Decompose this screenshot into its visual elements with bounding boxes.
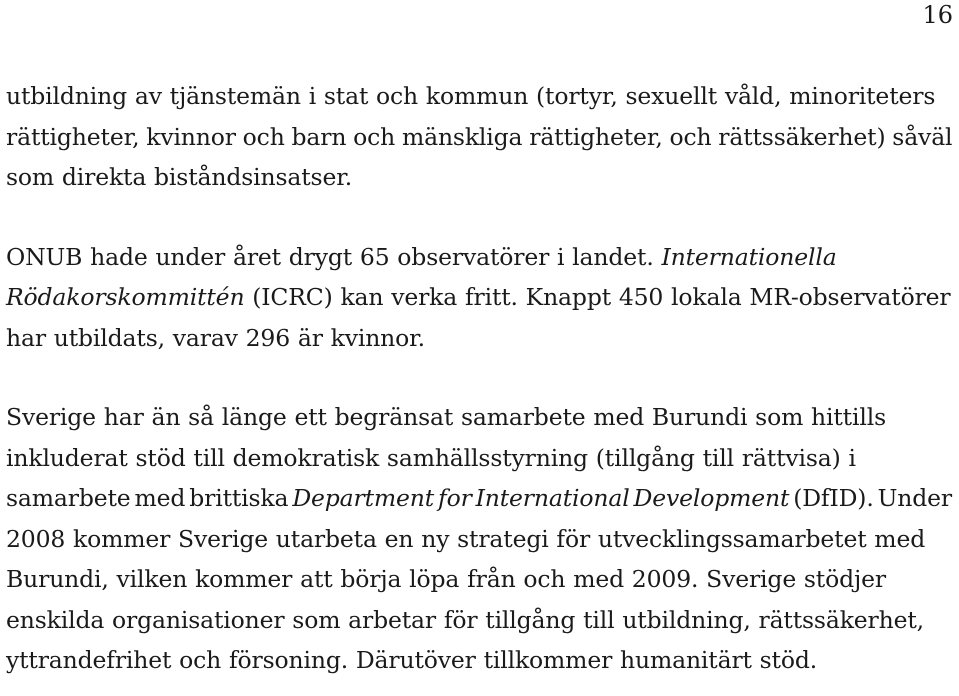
text-run: samarbete med brittiska (6, 484, 293, 512)
text-line (6, 438, 952, 479)
text-run: (ICRC) kan verka fritt. Knappt 450 lokala MR-observatörer (244, 283, 951, 311)
text-line (6, 318, 952, 359)
text-run: som direkta biståndsinsatser. (6, 163, 353, 191)
text-run: utbildning av tjänstemän i stat och kommun (tortyr, sexuellt våld, minoriteters (6, 82, 936, 110)
text-run: yttrandefrihet och försoning. Därutöver tillkommer humanitärt stöd. (6, 646, 818, 674)
text-run: rättigheter, kvinnor och barn och mänskliga rättigheter, och rättssäkerhet) såväl (6, 122, 953, 151)
text-line (6, 519, 952, 560)
italic-department-name: Department for International Development (292, 484, 790, 512)
text-line (6, 478, 952, 519)
text-line (6, 117, 952, 158)
text-run: har utbildats, varav 296 är kvinnor. (6, 323, 425, 352)
text-line (6, 600, 952, 641)
text-run: 2008 kommer Sverige utarbeta en ny strategi för utvecklingssamarbetet med (6, 524, 926, 553)
text-line (6, 559, 952, 600)
text-line (6, 76, 952, 117)
paragraph-3 (6, 397, 952, 681)
page-number: 16 (922, 1, 953, 29)
text-line (6, 640, 952, 681)
text-line (6, 277, 952, 318)
text-run: enskilda organisationer som arbetar för tillgång till utbildning, rättssäkerhet, (6, 605, 924, 634)
text-run: Burundi, vilken kommer att börja löpa från och med 2009. Sverige stödjer (6, 565, 886, 593)
text-run: ONUB hade under året drygt 65 observatörer i landet. (6, 242, 662, 271)
italic-organization-name: Internationella (661, 242, 837, 271)
text-run: Sverige har än så länge ett begränsat samarbete med Burundi som hittills (6, 403, 886, 431)
text-line (6, 237, 952, 278)
document-body (6, 76, 952, 681)
text-line (6, 397, 952, 438)
text-line (6, 157, 952, 198)
text-run: (DfID). Under (789, 484, 952, 512)
text-run: inkluderat stöd till demokratisk samhällsstyrning (tillgång till rättvisa) i (6, 443, 856, 472)
paragraph-2 (6, 237, 952, 359)
italic-organization-name: Rödakorskommittén (6, 283, 245, 311)
paragraph-1 (6, 76, 952, 198)
